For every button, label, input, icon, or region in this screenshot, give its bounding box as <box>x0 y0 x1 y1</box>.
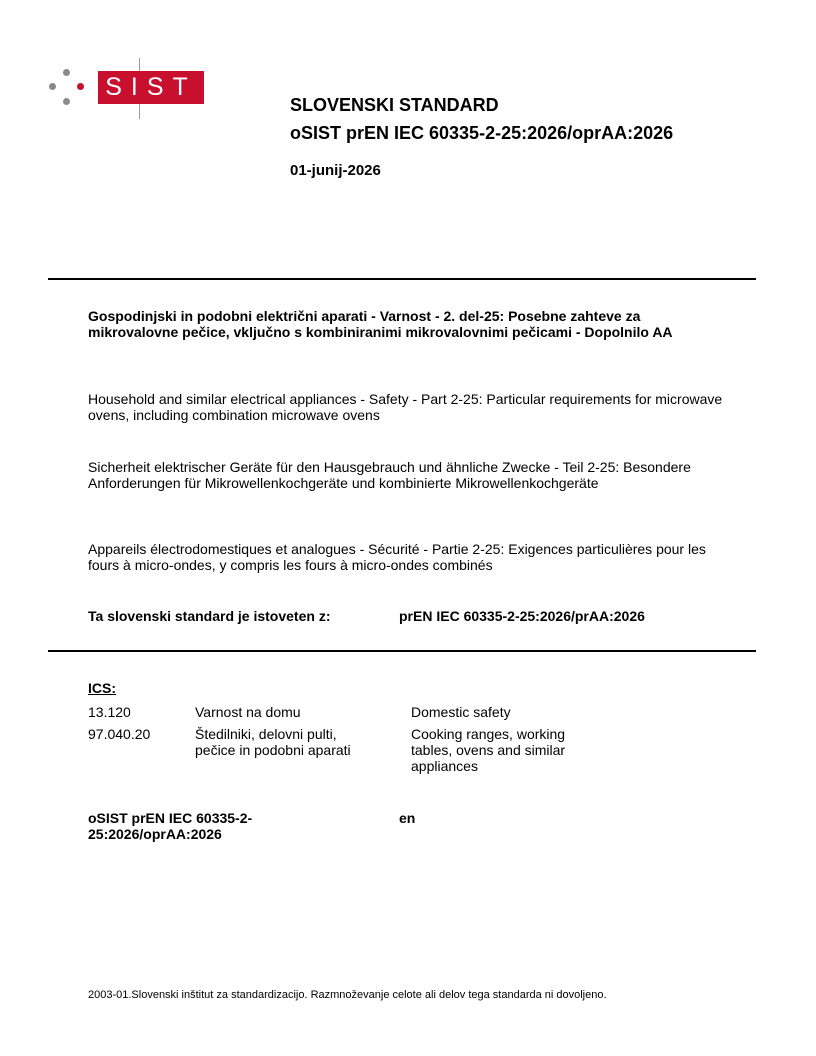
identity-value: prEN IEC 60335-2-25:2026/prAA:2026 <box>399 608 645 624</box>
standard-date: 01-junij-2026 <box>290 162 381 179</box>
ics-english: Domestic safety <box>411 704 511 720</box>
title-french: Appareils électrodomestiques et analogues - Sécurité - Partie 2-25: Exigences particulières pour les fours à micro-ondes, y compris les fours à micro-ondes combinés <box>88 541 706 573</box>
ics-slovenian: Štedilniki, delovni pulti, pečice in podobni aparati <box>195 726 351 758</box>
ics-slovenian: Varnost na domu <box>195 704 301 720</box>
logo-text: SIST <box>98 71 204 104</box>
title-english: Household and similar electrical appliances - Safety - Part 2-25: Particular requirements for microwave ovens, including combination microwave ovens <box>88 391 723 423</box>
identity-label: Ta slovenski standard je istoveten z: <box>88 608 331 624</box>
ics-code: 13.120 <box>88 704 131 720</box>
standard-type: SLOVENSKI STANDARD <box>290 95 499 115</box>
footer-language: en <box>399 810 416 826</box>
title-slovenian: Gospodinjski in podobni električni aparati - Varnost - 2. del-25: Posebne zahteve za mikrovalovne pečice, vključno s kombiniranimi mikrovalovnimi pečicami - Dopolnilo AA <box>88 308 673 340</box>
ics-heading: ICS: <box>88 680 116 696</box>
ics-english: Cooking ranges, working tables, ovens and similar appliances <box>411 726 566 774</box>
standard-code: oSIST prEN IEC 60335-2-25:2026/oprAA:2026 <box>290 123 674 143</box>
top-divider <box>48 278 756 280</box>
ics-code: 97.040.20 <box>88 726 151 742</box>
title-german: Sicherheit elektrischer Geräte für den Hausgebrauch und ähnliche Zwecke - Teil 2-25: Besondere Anforderungen für Mikrowellenkochgeräte und kombinierte Mikrowellenkochgeräte <box>88 459 691 491</box>
copyright-notice: 2003-01.Slovenski inštitut za standardizacijo. Razmnoževanje celote ali delov tega standarda ni dovoljeno. <box>88 989 607 1001</box>
bottom-divider <box>48 650 756 652</box>
footer-standard-code: oSIST prEN IEC 60335-2-25:2026/oprAA:2026 <box>88 810 253 842</box>
